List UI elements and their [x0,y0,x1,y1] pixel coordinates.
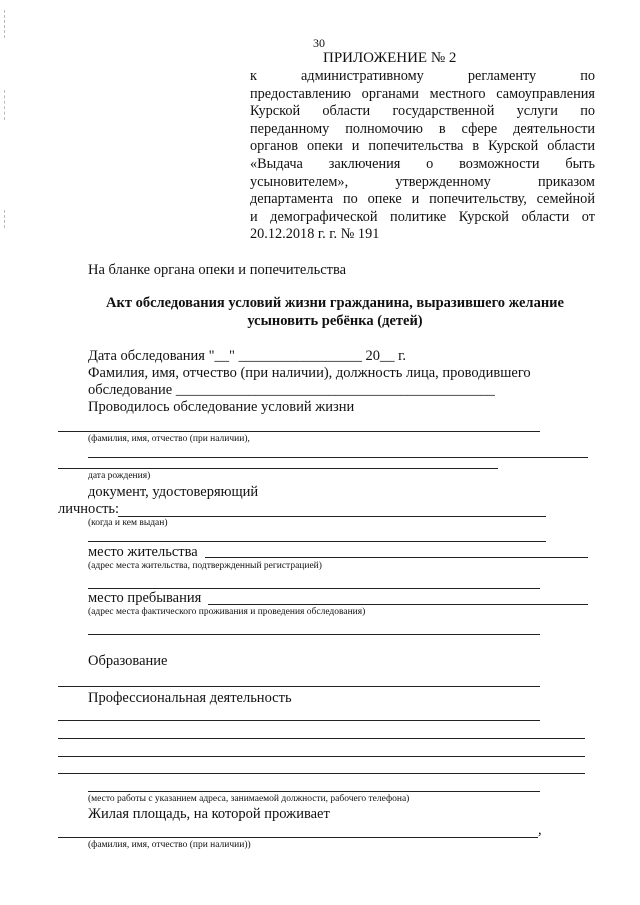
document-line-2[interactable] [88,541,546,542]
regulation-line: департамента по опеке и попечительству, семейной [250,191,595,208]
regulation-reference [250,68,595,244]
caption-fio: (фамилия, имя, отчество (при наличии), [88,434,250,444]
survey-label: Проводилось обследование условий жизни [88,399,355,415]
regulation-line: предоставлению органами местного самоуправления [250,85,595,102]
stay-label: место пребывания [88,590,202,606]
appendix-heading: ПРИЛОЖЕНИЕ № 2 [323,50,457,66]
regulation-line: Курской области государственной услуги по [250,103,595,120]
caption-stay: (адрес места фактического проживания и проведения обследования) [88,607,366,617]
residence-label: место жительства [88,544,198,560]
profession-line[interactable] [58,720,540,721]
trailing-comma: , [538,822,542,838]
inspector-field[interactable]: обследование ____________________________________________ [88,382,495,398]
stay-line-2[interactable] [88,634,540,635]
caption-dob: дата рождения) [88,471,151,481]
margin-mark [4,90,5,120]
document-line[interactable] [118,516,546,517]
regulation-line: и демографической политике Курской области от [250,208,595,225]
profession-line[interactable] [58,773,585,774]
caption-work: (место работы с указанием адреса, занимаемой должности, рабочего телефона) [88,794,410,804]
document-title [60,294,610,330]
education-label: Образование [88,653,168,669]
regulation-line: усыновителем», утвержденному приказом [250,173,595,190]
document-label: документ, удостоверяющий [88,484,259,500]
page-number: 30 [313,36,325,50]
regulation-line: переданному полномочию в сфере деятельности [250,120,595,137]
regulation-line: органов опеки и попечительства в Курской области [250,138,595,155]
profession-line[interactable] [58,738,585,739]
dob-line[interactable] [58,468,498,469]
living-space-label: Жилая площадь, на которой проживает [88,806,330,822]
fio-line[interactable] [58,431,540,432]
fio-line-2[interactable] [88,457,588,458]
residence-line-2[interactable] [88,588,540,589]
stay-line[interactable] [208,604,588,605]
regulation-line: к административному регламенту по [250,68,595,84]
caption-residence: (адрес места жительства, подтвержденный регистрацией) [88,561,322,571]
caption-issued: (когда и кем выдан) [88,518,168,528]
caption-fio-2: (фамилия, имя, отчество (при наличии)) [88,840,251,850]
profession-line[interactable] [88,791,540,792]
margin-mark [4,210,5,228]
title-line: Акт обследования условий жизни гражданина, выразившего желание [106,295,564,311]
residence-line[interactable] [205,557,588,558]
education-line[interactable] [58,686,540,687]
document-label-2: личность: [58,501,120,517]
profession-line[interactable] [58,756,585,757]
living-space-line[interactable] [58,837,538,838]
letterhead-note: На бланке органа опеки и попечительства [88,262,347,278]
regulation-line: «Выдача заключения о возможности быть [250,155,595,172]
survey-date-field[interactable]: Дата обследования "__" _________________ 20__ г. [88,348,407,364]
margin-mark [4,10,5,38]
title-line: усыновить ребёнка (детей) [247,313,423,329]
regulation-line: 20.12.2018 г. г. № 191 [250,226,380,243]
profession-label: Профессиональная деятельность [88,690,292,706]
inspector-label: Фамилия, имя, отчество (при наличии), должность лица, проводившего [88,365,531,381]
